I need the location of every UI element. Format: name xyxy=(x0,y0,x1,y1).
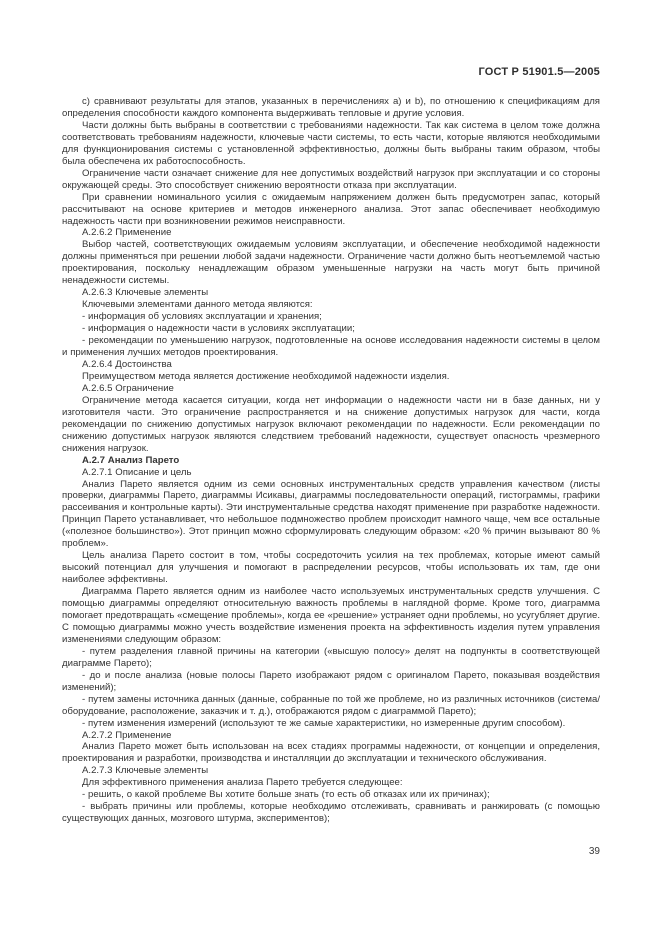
paragraph: Диаграмма Парето является одним из наиболее часто используемых инструментальных средств улучшения. С помощью диаграммы определяют относительную важность проблемы в наглядной форме. Кроме того, диаграмма помогает предотвращать «смещение проблемы», когда ее «решение» устраняет одни проблемы, но усугубляет другие. С помощью диаграммы можно учесть воздействие изменения проекта на эффективность изделия путем управления изменениями следующим образом: xyxy=(62,586,600,645)
paragraph: Для эффективного применения анализа Парето требуется следующее: xyxy=(82,777,403,789)
paragraph: А.2.6.3 Ключевые элементы xyxy=(82,287,209,299)
paragraph: - путем замены источника данных (данные, собранные по той же проблеме, но из различных источников (система/оборудование, расположение, заказчик и т. д.), отображаются рядом с диаграммой Парето); xyxy=(62,693,600,717)
paragraph: - до и после анализа (новые полосы Парето изображают рядом с оригиналом Парето, показывая воздействия изменений); xyxy=(62,669,600,693)
paragraph: Ключевыми элементами данного метода являются: xyxy=(82,299,313,311)
paragraph: А.2.6.4 Достоинства xyxy=(82,358,172,370)
paragraph: с) сравнивают результаты для этапов, указанных в перечислениях a) и b), по отношению к спецификациям для определения способности каждого компонента выдерживать тепловые и другие условия. xyxy=(62,96,600,119)
paragraph: Преимуществом метода является достижение необходимой надежности изделия. xyxy=(82,370,450,382)
paragraph: - рекомендации по уменьшению нагрузок, подготовленные на основе исследования надежности системы в целом и применения лучших методов проектирования. xyxy=(62,335,600,359)
paragraph: - путем разделения главной причины на категории («высшую полосу» делят на подпункты в соответствующей диаграмме Парето); xyxy=(62,645,600,669)
paragraph: При сравнении номинального усилия с ожидаемым напряжением должен быть предусмотрен запас, который рассчитывают на основе критериев и методов инженерного анализа. Этот запас обеспечивает необходимую надежность части при возникновении режимов неисправности. xyxy=(62,191,600,227)
paragraph: А.2.7.1 Описание и цель xyxy=(82,466,192,478)
paragraph: Части должны быть выбраны в соответствии с требованиями надежности. Так как система в целом тоже должна соответствовать требованиям надежности, ключевые части системы, то есть части, которые являются необходимыми для функционирования системы с установленной эффективностью, должны быть выбраны таким образом, чтобы была обеспечена их работоспособность. xyxy=(62,119,600,167)
paragraph: Цель анализа Парето состоит в том, чтобы сосредоточить усилия на тех проблемах, которые имеют самый высокий потенциал для улучшения и помогают в распределении ресурсов, чтобы использовать их там, где они наиболее эффективны. xyxy=(62,550,600,586)
paragraph: А.2.7.2 Применение xyxy=(82,729,172,741)
paragraph: А.2.6.2 Применение xyxy=(82,227,172,239)
paragraph: - информация о надежности части в условиях эксплуатации; xyxy=(82,323,355,335)
paragraph: - путем изменения измерений (используют те же самые характеристики, но измеренные другим способом). xyxy=(82,717,566,729)
document-body xyxy=(62,96,600,825)
paragraph: А.2.6.5 Ограничение xyxy=(82,382,174,394)
paragraph: Ограничение метода касается ситуации, когда нет информации о надежности части ни в базе данных, ни у изготовителя части. Это ограничение распространяется и на снижение допустимых нагрузок для части, когда рекомендации по снижению допустимых нагрузок включают рекомендации по надежности. Если рекомендации по снижению допустимых нагрузок являются следствием требований надежности, существует опасность чрезмерного снижения нагрузок. xyxy=(62,394,600,454)
document-number: ГОСТ Р 51901.5—2005 xyxy=(478,66,600,78)
paragraph: Ограничение части означает снижение для нее допустимых воздействий нагрузок при эксплуатации и со стороны окружающей среды. Это способствует снижению вероятности отказа при эксплуатации. xyxy=(62,167,600,191)
paragraph: Анализ Парето может быть использован на всех стадиях программы надежности, от концепции и определения, проектирования и разработки, производства и инсталляции до эксплуатации и технического обслуживания. xyxy=(62,741,600,765)
paragraph: - информация об условиях эксплуатации и хранения; xyxy=(82,311,322,323)
paragraph: А.2.7.3 Ключевые элементы xyxy=(82,765,209,777)
paragraph: - выбрать причины или проблемы, которые необходимо отслеживать, сравнивать и ранжировать (с помощью существующих данных, мозгового штурма, экспериментов); xyxy=(62,801,600,825)
page-number: 39 xyxy=(588,846,600,857)
paragraph: - решить, о какой проблеме Вы хотите больше знать (то есть об отказах или их причинах); xyxy=(82,789,490,801)
paragraph: Выбор частей, соответствующих ожидаемым условиям эксплуатации, и обеспечение необходимой надежности должны применяться при решении любой задачи надежности. Ограничение части должно быть неотъемлемой частью проектирования, поскольку ненадлежащим образом уменьшенные нагрузки на часть могут быть причиной ненадежности системы. xyxy=(62,239,600,287)
paragraph: Анализ Парето является одним из семи основных инструментальных средств управления качеством (листы проверки, диаграммы Парето, диаграммы Исикавы, диаграммы последовательности операций, гистограммы, графики рассеивания и контрольные карты). Эти инструментальные средства находят применение при разработке надежности. Принцип Парето устанавливает, что небольшое подмножество проблем происходит намного чаще, чем все остальные («полезное большинство»). Этот принцип можно сформулировать следующим образом: «20 % причин вызывают 80 % проблем». xyxy=(62,478,600,550)
section-heading: А.2.7 Анализ Парето xyxy=(82,454,180,466)
